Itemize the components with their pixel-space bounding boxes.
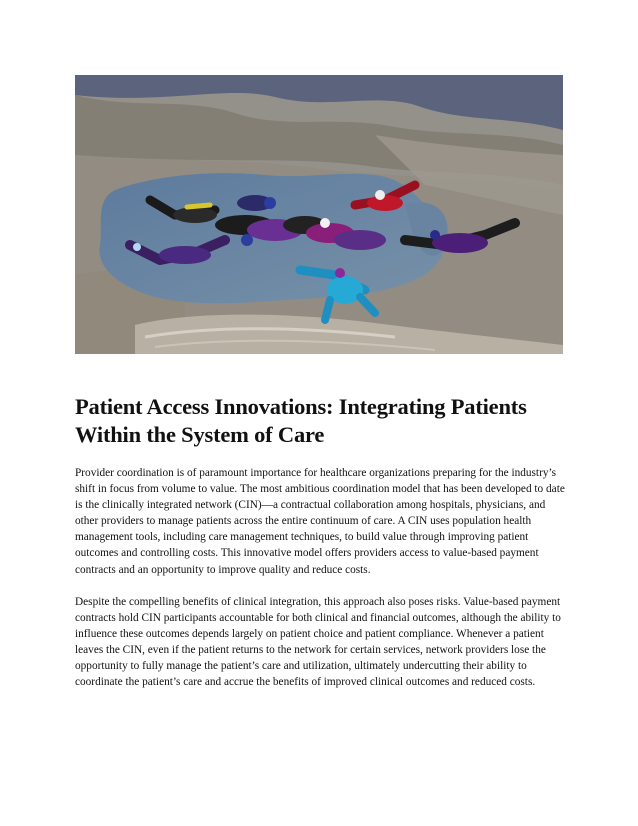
- aerial-landscape-image: [75, 75, 563, 354]
- article-title: Patient Access Innovations: Integrating Patients Within the System of Care: [75, 394, 527, 447]
- article-paragraph-1: Provider coordination is of paramount importance for healthcare organizations preparing for the industry’s shift in focus from volume to value. The most ambitious coordination model that has been developed to date is the clinically integrated network (CIN)—a contractual collaboration among hospitals, physicians, and other providers to manage patients across the entire continuum of care. A CIN uses population health management tools, including care management techniques, to build value through improving patient outcomes and controlling costs. This innovative model offers providers access to value-based payment contracts and an opportunity to improve quality and reduce costs.: [75, 467, 565, 576]
- article-paragraph-2: Despite the compelling benefits of clinical integration, this approach also poses risks. Value-based payment contracts hold CIN participants accountable for both clinical and financial outcomes, although the ability to influence these outcomes depends largely on patient choice and patient compliance. Whenever a patient leaves the CIN, even if the patient returns to the network for certain services, network providers lose the opportunity to fully manage the patient’s care and utilization, ultimately undercutting their ability to coordinate the patient’s care and accrue the benefits of improved clinical outcomes and reduced costs.: [75, 596, 561, 689]
- skydivers-formation-photo: [75, 75, 563, 354]
